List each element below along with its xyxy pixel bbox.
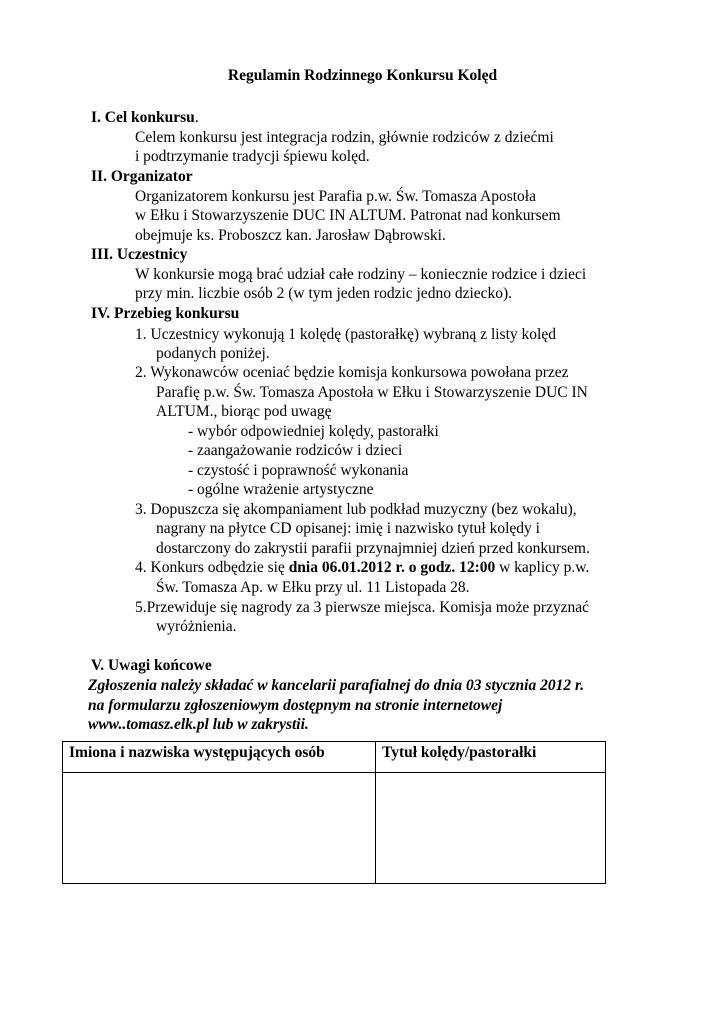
rule-item-2-cont: ALTUM., biorąc pod uwagę	[156, 403, 332, 420]
criteria-item: - ogólne wrażenie artystyczne	[188, 481, 374, 498]
criteria-item: - zaangażowanie rodziców i dzieci	[188, 442, 403, 459]
rule-item-4-pre: 4. Konkurs odbędzie się	[135, 559, 289, 576]
rule-item-4-cont: Św. Tomasza Ap. w Ełku przy ul. 11 Listopada 28.	[156, 579, 470, 596]
rule-item-4	[135, 558, 589, 577]
rule-item-3: 3. Dopuszcza się akompaniament lub podkład muzyczny (bez wokalu),	[135, 501, 577, 518]
rule-item-1: 1. Uczestnicy wykonują 1 kolędę (pastorałkę) wybraną z listy kolęd	[135, 326, 556, 343]
section-2-line: Organizatorem konkursu jest Parafia p.w. Św. Tomasza Apostoła	[135, 188, 536, 205]
section-3-heading: III. Uczestnicy	[91, 246, 188, 263]
criteria-item: - czystość i poprawność wykonania	[188, 462, 409, 479]
names-cell[interactable]	[63, 773, 376, 884]
section-2-line: w Ełku i Stowarzyszenie DUC IN ALTUM. Patronat nad konkursem	[135, 207, 561, 224]
table-row	[63, 773, 606, 884]
contest-date: dnia 06.01.2012 r. o godz. 12:00	[288, 559, 496, 576]
rule-item-2: 2. Wykonawców oceniać będzie komisja konkursowa powołana przez	[135, 364, 569, 381]
closing-note-line: Zgłoszenia należy składać w kancelarii parafialnej do dnia 03 stycznia 2012 r.	[88, 677, 585, 694]
table-header-row	[63, 742, 606, 773]
rule-item-5: 5.Przewiduje się nagrody za 3 pierwsze miejsca. Komisja może przyznać	[135, 599, 590, 616]
section-1-line: Celem konkursu jest integracja rodzin, głównie rodziców z dziećmi	[135, 129, 554, 146]
section-5-heading: V. Uwagi końcowe	[91, 657, 212, 674]
rule-item-3-cont: nagrany na płytce CD opisanej: imię i nazwisko tytuł kolędy i	[156, 520, 540, 537]
closing-note-line: na formularzu zgłoszeniowym dostępnym na stronie internetowej	[88, 697, 503, 714]
document-title: Regulamin Rodzinnego Konkursu Kolęd	[227, 67, 498, 84]
section-4-heading: IV. Przebieg konkursu	[91, 305, 240, 322]
section-1-heading-suffix: .	[194, 109, 199, 126]
section-1-heading	[91, 109, 199, 127]
rule-item-1-cont: podanych poniżej.	[156, 345, 270, 362]
section-1-line: i podtrzymanie tradycji śpiewu kolęd.	[135, 148, 370, 165]
column-header-title: Tytuł kolędy/pastorałki	[376, 742, 606, 773]
rule-item-4-post: w kaplicy p.w.	[495, 559, 590, 576]
rule-item-5-cont: wyróżnienia.	[156, 618, 237, 635]
section-3-line: przy min. liczbie osób 2 (w tym jeden rodzic jedno dziecko).	[135, 285, 513, 302]
closing-note-line: www..tomasz.elk.pl lub w zakrystii.	[88, 716, 309, 733]
column-header-names: Imiona i nazwiska występujących osób	[63, 742, 376, 773]
rule-item-2-cont: Parafię p.w. Św. Tomasza Apostoła w Ełku i Stowarzyszenie DUC IN	[156, 384, 588, 401]
entry-form-table	[62, 741, 606, 884]
section-2-line: obejmuje ks. Proboszcz kan. Jarosław Dąbrowski.	[135, 227, 446, 244]
rule-item-3-cont: dostarczony do zakrystii parafii przynajmniej dzień przed konkursem.	[156, 540, 590, 557]
section-2-heading: II. Organizator	[91, 168, 193, 185]
criteria-item: - wybór odpowiedniej kolędy, pastorałki	[188, 423, 439, 440]
title-cell[interactable]	[376, 773, 606, 884]
section-3-line: W konkursie mogą brać udział całe rodziny – koniecznie rodzice i dzieci	[135, 266, 587, 283]
section-1-heading-text: I. Cel konkursu	[91, 109, 195, 126]
